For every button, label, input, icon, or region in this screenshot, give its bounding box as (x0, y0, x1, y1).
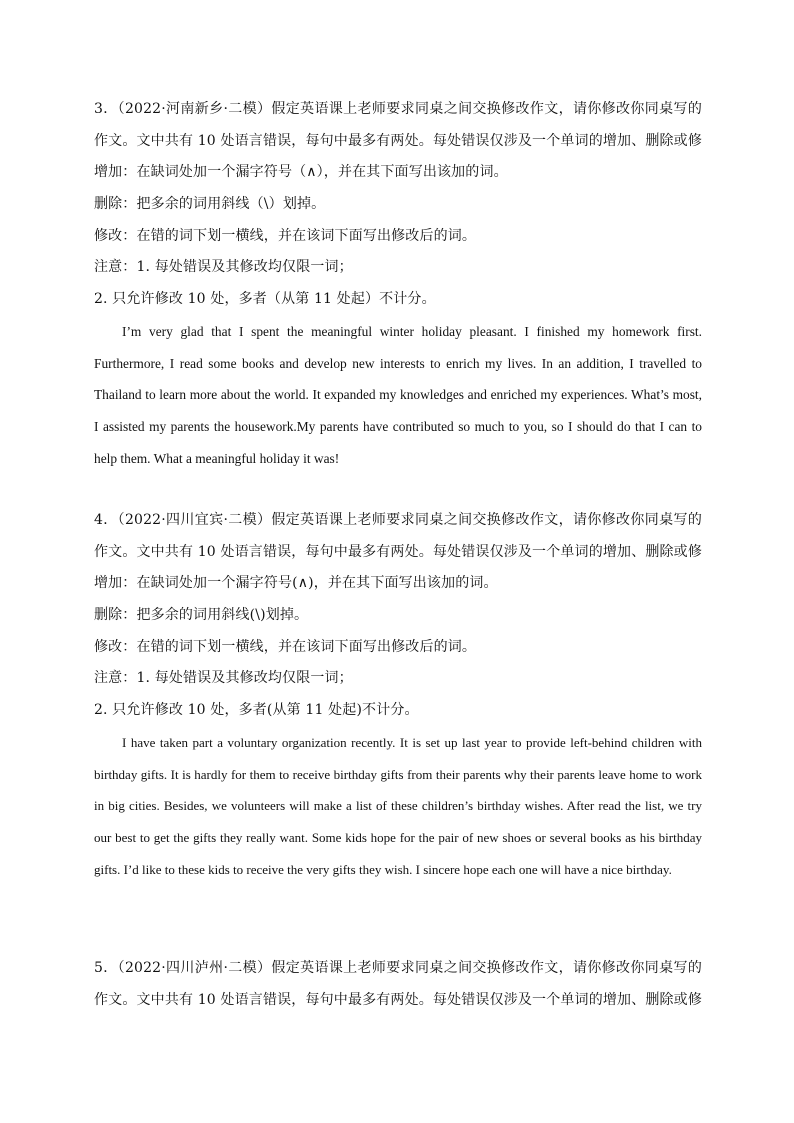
question-4 (94, 505, 702, 885)
question-3 (94, 94, 702, 474)
question-header-line-1: 5．（2022·四川泸州·二模）假定英语课上老师要求同桌之间交换修改作文，请你修改你同桌写的 (94, 960, 702, 976)
question-header-line-2: 作文。文中共有 10 处语言错误，每句中最多有两处。每处错误仅涉及一个单词的增加、删除或修 (94, 132, 702, 149)
delete-rule: 删除：把多余的词用斜线（\）划掉。 (94, 196, 326, 213)
question-header-line-1: 4．（2022·四川宜宾·二模）假定英语课上老师要求同桌之间交换修改作文，请你修改你同桌写的 (94, 512, 702, 528)
modify-rule: 修改：在错的词下划一横线，并在该词下面写出修改后的词。 (94, 638, 477, 655)
note-1: 注意：1. 每处错误及其修改均仅限一词； (94, 259, 353, 276)
add-rule: 增加：在缺词处加一个漏字符号(∧)，并在其下面写出该加的词。 (94, 575, 498, 592)
passage-text: I have taken part a voluntary organization recently. It is set up last year to provide left-behind children with birthday gifts. It is hardly for them to receive birthday gifts from their parents why their parents leave home to work in big cities. Besides, we volunteers will make a list of these children’s birthday wishes. After read the list, we try our best to get the gifts they really want. Some kids hope for the pair of new shoes or several books as his birthday gifts. I’d like to these kids to receive the very gifts they wish. I sincere hope each one will have a nice birthday. (94, 734, 702, 877)
note-2: 2. 只允许修改 10 处，多者(从第 11 处起)不计分。 (94, 702, 419, 719)
question-header-line-2: 作文。文中共有 10 处语言错误，每句中最多有两处。每处错误仅涉及一个单词的增加、删除或修 (94, 543, 702, 560)
delete-rule: 删除：把多余的词用斜线(\)划掉。 (94, 607, 309, 624)
passage-text: I’m very glad that I spent the meaningful winter holiday pleasant. I finished my homework first. Furthermore, I read some books and develop new interests to enrich my lives. In an addition, I travelled to Thailand to learn more about the world. It expanded my knowledges and enriched my experiences. What’s most, I assisted my parents the housework.My parents have contributed so much to you, so I should do that I can to help them. What a meaningful holiday it was! (94, 323, 702, 466)
note-1: 注意：1. 每处错误及其修改均仅限一词； (94, 670, 353, 687)
note-2: 2. 只允许修改 10 处，多者（从第 11 处起）不计分。 (94, 291, 436, 308)
question-header-line-2: 作文。文中共有 10 处语言错误，每句中最多有两处。每处错误仅涉及一个单词的增加、删除或修 (94, 991, 702, 1008)
question-5 (94, 953, 702, 1016)
question-header-line-1: 3．（2022·河南新乡·二模）假定英语课上老师要求同桌之间交换修改作文，请你修改你同桌写的 (94, 101, 702, 117)
modify-rule: 修改：在错的词下划一横线，并在该词下面写出修改后的词。 (94, 227, 477, 244)
add-rule: 增加：在缺词处加一个漏字符号（∧），并在其下面写出该加的词。 (94, 164, 508, 181)
